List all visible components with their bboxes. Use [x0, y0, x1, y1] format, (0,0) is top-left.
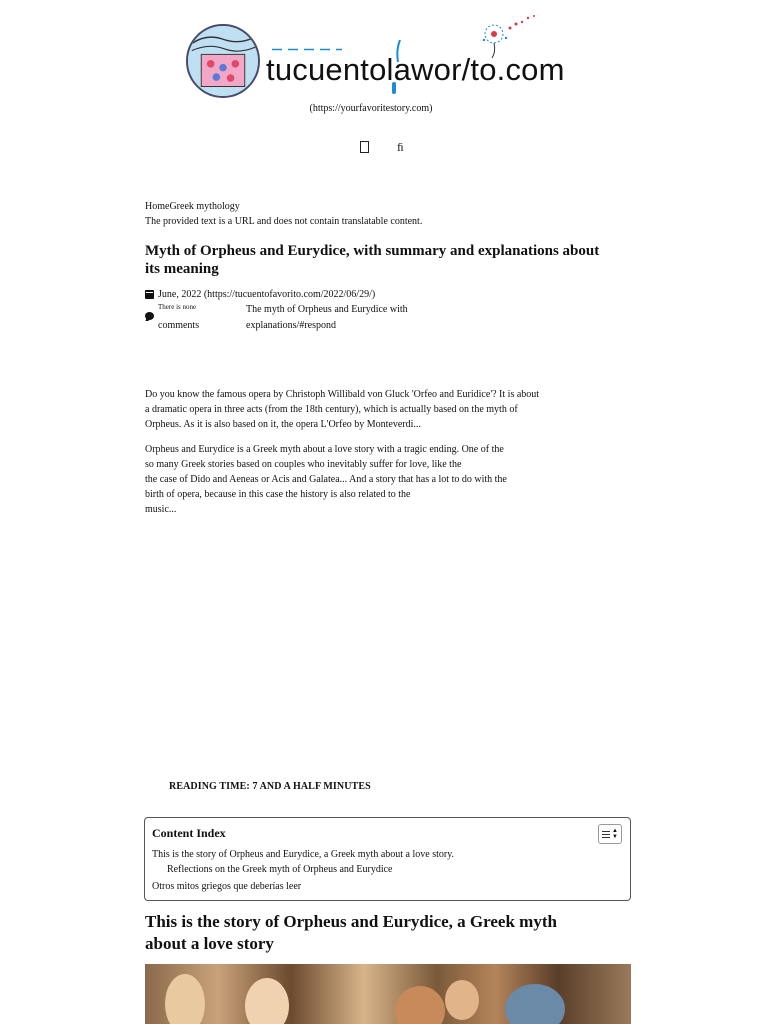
- breadcrumb-home[interactable]: Home: [145, 201, 170, 212]
- orpheus-painting-image: [145, 964, 631, 1024]
- painting-figure: [245, 978, 289, 1024]
- calendar-icon: [145, 290, 154, 299]
- list-icon: [602, 831, 610, 838]
- post-date[interactable]: June, 2022 (https://tucuentofavorito.com/2022/06/29/): [158, 288, 376, 300]
- intro-paragraph: Do you know the famous opera by Christoph Willibald von Gluck 'Orfeo and Euridice'? It is about a dramatic opera in three acts (from the 18th century), which is actually based on the myth of Orpheus. As it is also based on it, the opera L'Orfeo by Monteverdi...: [145, 389, 540, 430]
- section-heading: This is the story of Orpheus and Eurydice, a Greek myth about a love story: [145, 912, 557, 953]
- comments-none-label: There is none: [158, 303, 197, 311]
- content-index-title: Content Index: [152, 826, 226, 840]
- second-paragraph-line: birth of opera, because in this case the history is also related to the: [145, 489, 411, 500]
- comments-link[interactable]: The myth of Orpheus and Eurydice with explanations/#respond: [246, 304, 408, 331]
- toc-item[interactable]: Otros mitos griegos que deberías leer: [152, 881, 302, 892]
- logo-underline-decoration: [272, 48, 342, 51]
- article-header: [145, 199, 631, 278]
- site-logo[interactable]: [186, 24, 260, 98]
- post-date-row: [145, 287, 631, 301]
- site-url[interactable]: (https://yourfavoritestory.com): [309, 103, 433, 114]
- painting-figure: [395, 986, 445, 1024]
- menu-box-icon[interactable]: [360, 141, 369, 153]
- painting-figure: [165, 974, 205, 1024]
- second-paragraph: [145, 442, 525, 517]
- post-title: Myth of Orpheus and Eurydice, with summary and explanations about its meaning: [145, 243, 600, 277]
- reading-time: READING TIME: 7 AND A HALF MINUTES: [169, 781, 371, 792]
- search-fi-icon[interactable]: ﬁ: [397, 140, 404, 154]
- site-name[interactable]: tucuentolawor/to.com: [266, 52, 565, 87]
- breadcrumb-note: The provided text is a URL and does not contain translatable content.: [145, 216, 423, 227]
- painting-figure: [445, 980, 479, 1020]
- second-paragraph-line: the case of Dido and Aeneas or Acis and Galatea... And a story that has a lot to do with the: [145, 474, 507, 485]
- toc-item[interactable]: This is the story of Orpheus and Eurydice, a Greek myth about a love story.: [152, 849, 455, 860]
- logo-illustration: [188, 26, 258, 96]
- header-icons: [360, 139, 404, 155]
- comment-icon: [145, 312, 154, 320]
- second-paragraph-line: music...: [145, 504, 177, 515]
- breadcrumb: [145, 199, 631, 214]
- breadcrumb-category[interactable]: Greek mythology: [169, 201, 240, 212]
- second-paragraph-line: Orpheus and Eurydice is a Greek myth about a love story with a tragic ending. One of the: [145, 444, 504, 455]
- content-index: [144, 817, 631, 901]
- painting-figure: [505, 984, 565, 1024]
- toc-toggle-button[interactable]: [598, 824, 622, 844]
- second-paragraph-line: so many Greek stories based on couples who inevitably suffer for love, like the: [145, 459, 462, 470]
- comments-label[interactable]: comments: [158, 320, 200, 331]
- site-header: [0, 0, 768, 170]
- post-meta: [145, 287, 631, 331]
- sort-arrows-icon: ▲ ▼: [612, 828, 618, 840]
- toc-item[interactable]: Reflections on the Greek myth of Orpheus and Eurydice: [167, 864, 393, 875]
